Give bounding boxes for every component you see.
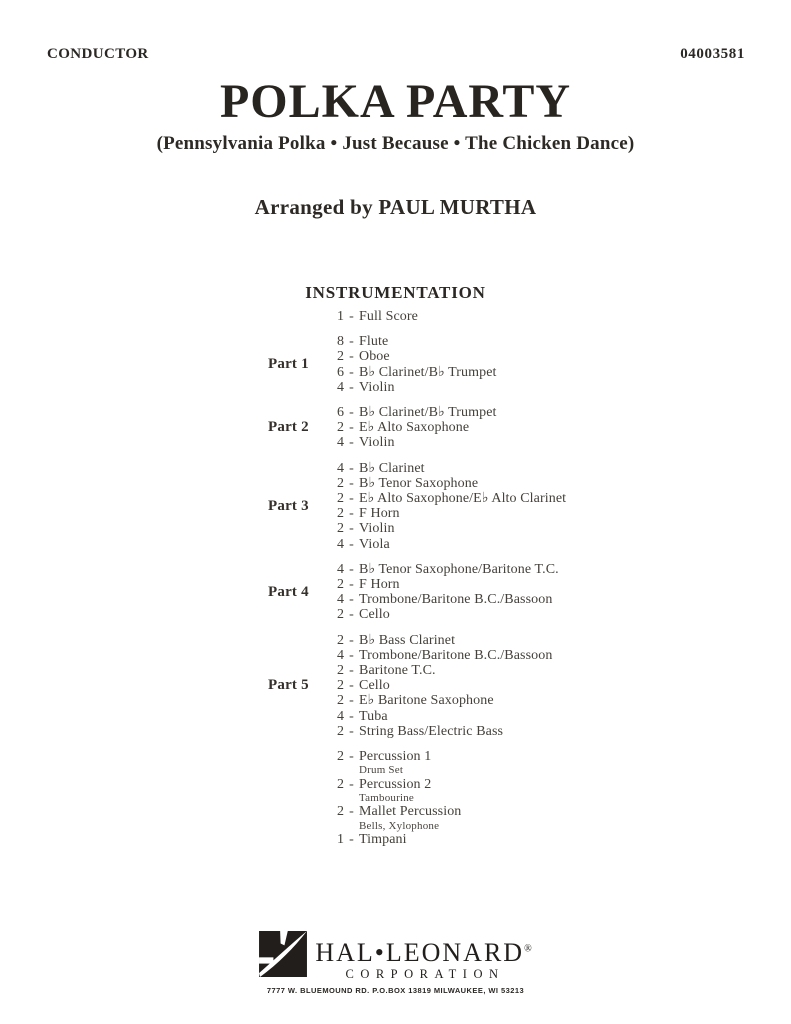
instrument-name: Viola xyxy=(359,536,390,552)
copy-count: 4 xyxy=(337,379,344,395)
instrument-line xyxy=(332,365,598,380)
copy-count: 6 xyxy=(337,364,344,380)
part-label: Part 5 xyxy=(268,677,309,694)
copy-count: 4 xyxy=(337,536,344,552)
publisher-logo-text xyxy=(315,931,531,982)
instrumentation-groups xyxy=(268,309,598,847)
publisher-address: 7777 W. BLUEMOUND RD. P.O.BOX 13819 MILWAUKEE, WI 53213 xyxy=(266,986,525,995)
dash-separator: - xyxy=(349,678,354,694)
instrument-name: Baritone T.C. xyxy=(359,663,436,679)
copy-count: 4 xyxy=(337,435,344,451)
hal-leonard-logo-icon xyxy=(259,931,307,977)
copy-count: 2 xyxy=(337,349,344,365)
instrument-name: Trombone/Baritone B.C./Bassoon xyxy=(359,592,553,608)
copy-count: 2 xyxy=(337,475,344,491)
instrument-line xyxy=(332,592,598,607)
instrument-line xyxy=(332,537,598,552)
dash-separator: - xyxy=(349,663,354,679)
publisher-subline: CORPORATION xyxy=(345,967,505,981)
copy-count: 8 xyxy=(337,334,344,350)
copy-count: 2 xyxy=(337,420,344,436)
dash-separator: - xyxy=(349,364,354,380)
instrument-name: Cello xyxy=(359,678,390,694)
instrument-sub-detail: Drum Set xyxy=(359,764,404,777)
dash-separator: - xyxy=(349,804,354,820)
copy-count: 2 xyxy=(337,776,344,792)
copy-count: 4 xyxy=(337,647,344,663)
instrument-line xyxy=(332,309,598,324)
copy-count: 1 xyxy=(337,309,344,324)
dash-separator: - xyxy=(349,561,354,577)
copy-count: 2 xyxy=(337,749,344,765)
part-label: Part 2 xyxy=(268,419,309,436)
instrument-name: Violin xyxy=(359,521,395,537)
dash-separator: - xyxy=(349,475,354,491)
instrument-group xyxy=(268,309,598,324)
instrument-line xyxy=(332,476,598,491)
instrument-name: F Horn xyxy=(359,577,400,593)
copy-count: 2 xyxy=(337,607,344,623)
copy-count: 4 xyxy=(337,592,344,608)
instrument-line xyxy=(332,491,598,506)
instrument-group xyxy=(268,405,598,451)
instrument-name: Timpani xyxy=(359,832,407,848)
instrument-name: E♭ Alto Saxophone/E♭ Alto Clarinet xyxy=(359,491,567,507)
instrument-sub-detail: Tambourine xyxy=(359,791,414,804)
part-label: Part 4 xyxy=(268,583,309,600)
instrument-name: Tuba xyxy=(359,708,388,724)
dash-separator: - xyxy=(349,832,354,848)
dash-separator: - xyxy=(349,491,354,507)
instrument-name: B♭ Tenor Saxophone/Baritone T.C. xyxy=(359,561,559,577)
dash-separator: - xyxy=(349,521,354,537)
instrument-line xyxy=(332,749,598,764)
dash-separator: - xyxy=(349,708,354,724)
instrument-group xyxy=(268,334,598,395)
part-label xyxy=(268,749,332,847)
instrument-name: Percussion 2 xyxy=(359,776,432,792)
dash-separator: - xyxy=(349,577,354,593)
instrument-name: Violin xyxy=(359,379,395,395)
instrument-line xyxy=(332,521,598,536)
medley-subtitle: (Pennsylvania Polka • Just Because • The Chicken Dance) xyxy=(156,133,635,154)
instrument-line xyxy=(332,678,598,693)
instrument-name: B♭ Clarinet/B♭ Trumpet xyxy=(359,405,497,421)
instrument-lines xyxy=(332,309,598,324)
instrument-line xyxy=(332,334,598,349)
dash-separator: - xyxy=(349,592,354,608)
instrument-name: Oboe xyxy=(359,349,390,365)
copy-count: 1 xyxy=(337,832,344,848)
instrument-line xyxy=(332,663,598,678)
instrument-line xyxy=(332,804,598,819)
copy-count: 4 xyxy=(337,460,344,476)
instrument-name: Percussion 1 xyxy=(359,749,432,765)
dash-separator: - xyxy=(349,776,354,792)
instrument-name: Flute xyxy=(359,334,389,350)
instrument-line xyxy=(332,380,598,395)
copy-count: 2 xyxy=(337,804,344,820)
instrument-lines xyxy=(332,405,598,451)
instrument-name: Cello xyxy=(359,607,390,623)
arranger-credit: Arranged by PAUL MURTHA xyxy=(254,195,537,219)
instrument-line xyxy=(332,709,598,724)
instrument-line xyxy=(332,693,598,708)
part-label: Part 3 xyxy=(268,497,309,514)
instrument-line xyxy=(332,577,598,592)
copy-count: 2 xyxy=(337,577,344,593)
copy-count: 2 xyxy=(337,491,344,507)
instrument-line xyxy=(332,777,598,792)
dash-separator: - xyxy=(349,749,354,765)
instrument-line xyxy=(332,562,598,577)
instrument-name: Violin xyxy=(359,435,395,451)
dash-separator: - xyxy=(349,536,354,552)
copy-count: 4 xyxy=(337,708,344,724)
instrumentation-heading: INSTRUMENTATION xyxy=(305,283,486,302)
instrument-lines xyxy=(332,461,598,552)
title-block xyxy=(0,75,791,220)
instrument-name: String Bass/Electric Bass xyxy=(359,723,504,739)
instrument-name: B♭ Tenor Saxophone xyxy=(359,475,479,491)
publisher-name: HAL•LEONARD xyxy=(315,938,525,967)
instrument-lines xyxy=(332,562,598,623)
instrument-lines xyxy=(332,334,598,395)
instrument-name: B♭ Clarinet/B♭ Trumpet xyxy=(359,364,497,380)
instrument-line xyxy=(332,420,598,435)
instrument-line xyxy=(332,724,598,739)
part-label: Part 1 xyxy=(268,356,309,373)
dash-separator: - xyxy=(349,693,354,709)
copy-count: 2 xyxy=(337,632,344,648)
dash-separator: - xyxy=(349,309,354,324)
instrument-name: B♭ Bass Clarinet xyxy=(359,632,456,648)
instrument-line xyxy=(332,435,598,450)
dash-separator: - xyxy=(349,420,354,436)
part-designation-label: CONDUCTOR xyxy=(47,46,149,62)
instrument-line xyxy=(332,506,598,521)
instrument-name: F Horn xyxy=(359,506,400,522)
publisher-logo-row xyxy=(259,931,531,982)
dash-separator: - xyxy=(349,647,354,663)
registered-trademark-symbol: ® xyxy=(524,943,532,955)
instrument-group xyxy=(268,633,598,739)
instrument-group xyxy=(268,461,598,552)
copy-count: 2 xyxy=(337,521,344,537)
instrument-lines xyxy=(332,633,598,739)
instrument-name: E♭ Alto Saxophone xyxy=(359,420,470,436)
instrument-lines xyxy=(332,749,598,847)
instrument-name: Trombone/Baritone B.C./Bassoon xyxy=(359,647,553,663)
instrument-name: E♭ Baritone Saxophone xyxy=(359,693,494,709)
instrument-line xyxy=(332,648,598,663)
dash-separator: - xyxy=(349,435,354,451)
dash-separator: - xyxy=(349,379,354,395)
instrument-line xyxy=(332,633,598,648)
dash-separator: - xyxy=(349,460,354,476)
instrument-line xyxy=(332,405,598,420)
dash-separator: - xyxy=(349,506,354,522)
instrument-group xyxy=(268,562,598,623)
dash-separator: - xyxy=(349,607,354,623)
instrument-name: B♭ Clarinet xyxy=(359,460,425,476)
catalog-number: 04003581 xyxy=(680,46,745,62)
corner-header xyxy=(47,46,745,63)
dash-separator: - xyxy=(349,349,354,365)
copy-count: 2 xyxy=(337,678,344,694)
instrument-line xyxy=(332,349,598,364)
dash-separator: - xyxy=(349,723,354,739)
copy-count: 2 xyxy=(337,663,344,679)
copy-count: 2 xyxy=(337,723,344,739)
instrument-line xyxy=(332,832,598,847)
instrument-name: Mallet Percussion xyxy=(359,804,462,820)
publisher-block xyxy=(0,931,791,995)
dash-separator: - xyxy=(349,632,354,648)
instrument-name: Full Score xyxy=(359,309,418,324)
instrumentation-section xyxy=(0,283,791,857)
copy-count: 2 xyxy=(337,506,344,522)
copy-count: 2 xyxy=(337,693,344,709)
instrument-group xyxy=(268,749,598,847)
copy-count: 4 xyxy=(337,561,344,577)
part-label xyxy=(268,309,332,324)
instrument-sub-detail: Bells, Xylophone xyxy=(359,819,440,832)
copy-count: 6 xyxy=(337,405,344,421)
page-title: POLKA PARTY xyxy=(219,75,572,128)
dash-separator: - xyxy=(349,405,354,421)
instrument-line xyxy=(332,607,598,622)
instrument-line xyxy=(332,461,598,476)
dash-separator: - xyxy=(349,334,354,350)
publisher-wordmark xyxy=(315,940,531,966)
